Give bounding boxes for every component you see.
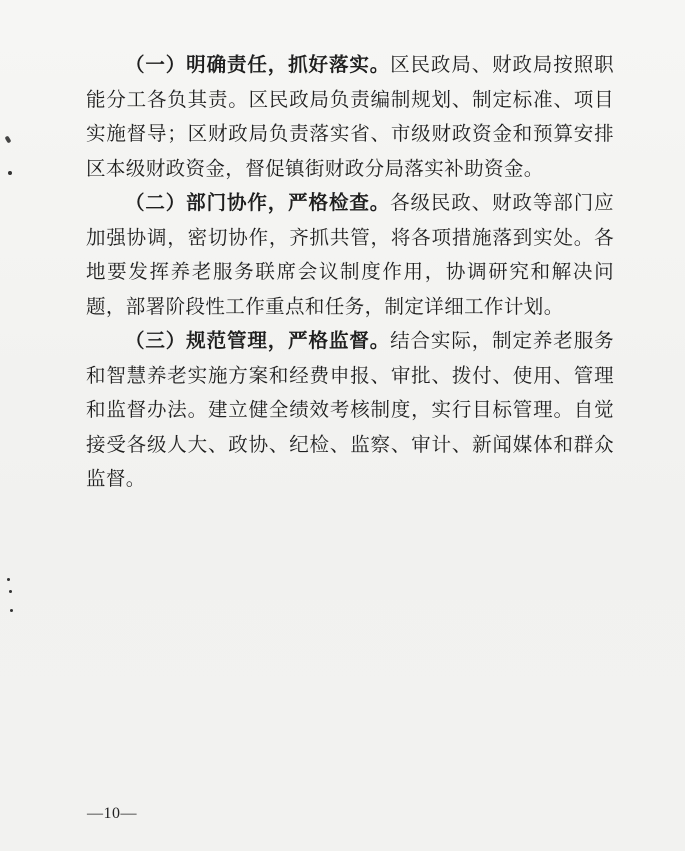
section-2-body: 各级民政、财政等部门应加强协调，密切协作，齐抓共管，将各项措施落到实处。各地要发挥养老服务联席会议制度作用，协调研究和解决问题，部署阶段性工作重点和任务，制定详细工作计划。 xyxy=(86,191,614,318)
scan-mark xyxy=(9,590,12,593)
scan-mark xyxy=(10,609,13,612)
section-3 xyxy=(86,324,614,497)
section-1-body: 区民政局、财政局按照职能分工各负其责。区民政局负责编制规划、制定标准、项目实施督导；区财政局负责落实省、市级财政资金和预算安排区本级财政资金，督促镇街财政分局落实补助资金。 xyxy=(86,53,614,180)
section-3-body: 结合实际，制定养老服务和智慧养老实施方案和经费申报、审批、拨付、使用、管理和监督办法。建立健全绩效考核制度，实行目标管理。自觉接受各级人大、政协、纪检、监察、审计、新闻媒体和群众监督。 xyxy=(86,329,614,490)
document-body xyxy=(86,48,614,497)
scan-mark xyxy=(7,578,10,581)
section-1 xyxy=(86,48,614,186)
scan-mark xyxy=(8,171,12,175)
section-2-heading: （二）部门协作，严格检查。 xyxy=(125,191,391,214)
scan-mark xyxy=(5,135,12,143)
section-3-heading: （三）规范管理，严格监督。 xyxy=(125,329,391,352)
page-number: —10— xyxy=(87,805,137,822)
section-1-heading: （一）明确责任，抓好落实。 xyxy=(125,53,391,76)
section-2 xyxy=(86,186,614,324)
